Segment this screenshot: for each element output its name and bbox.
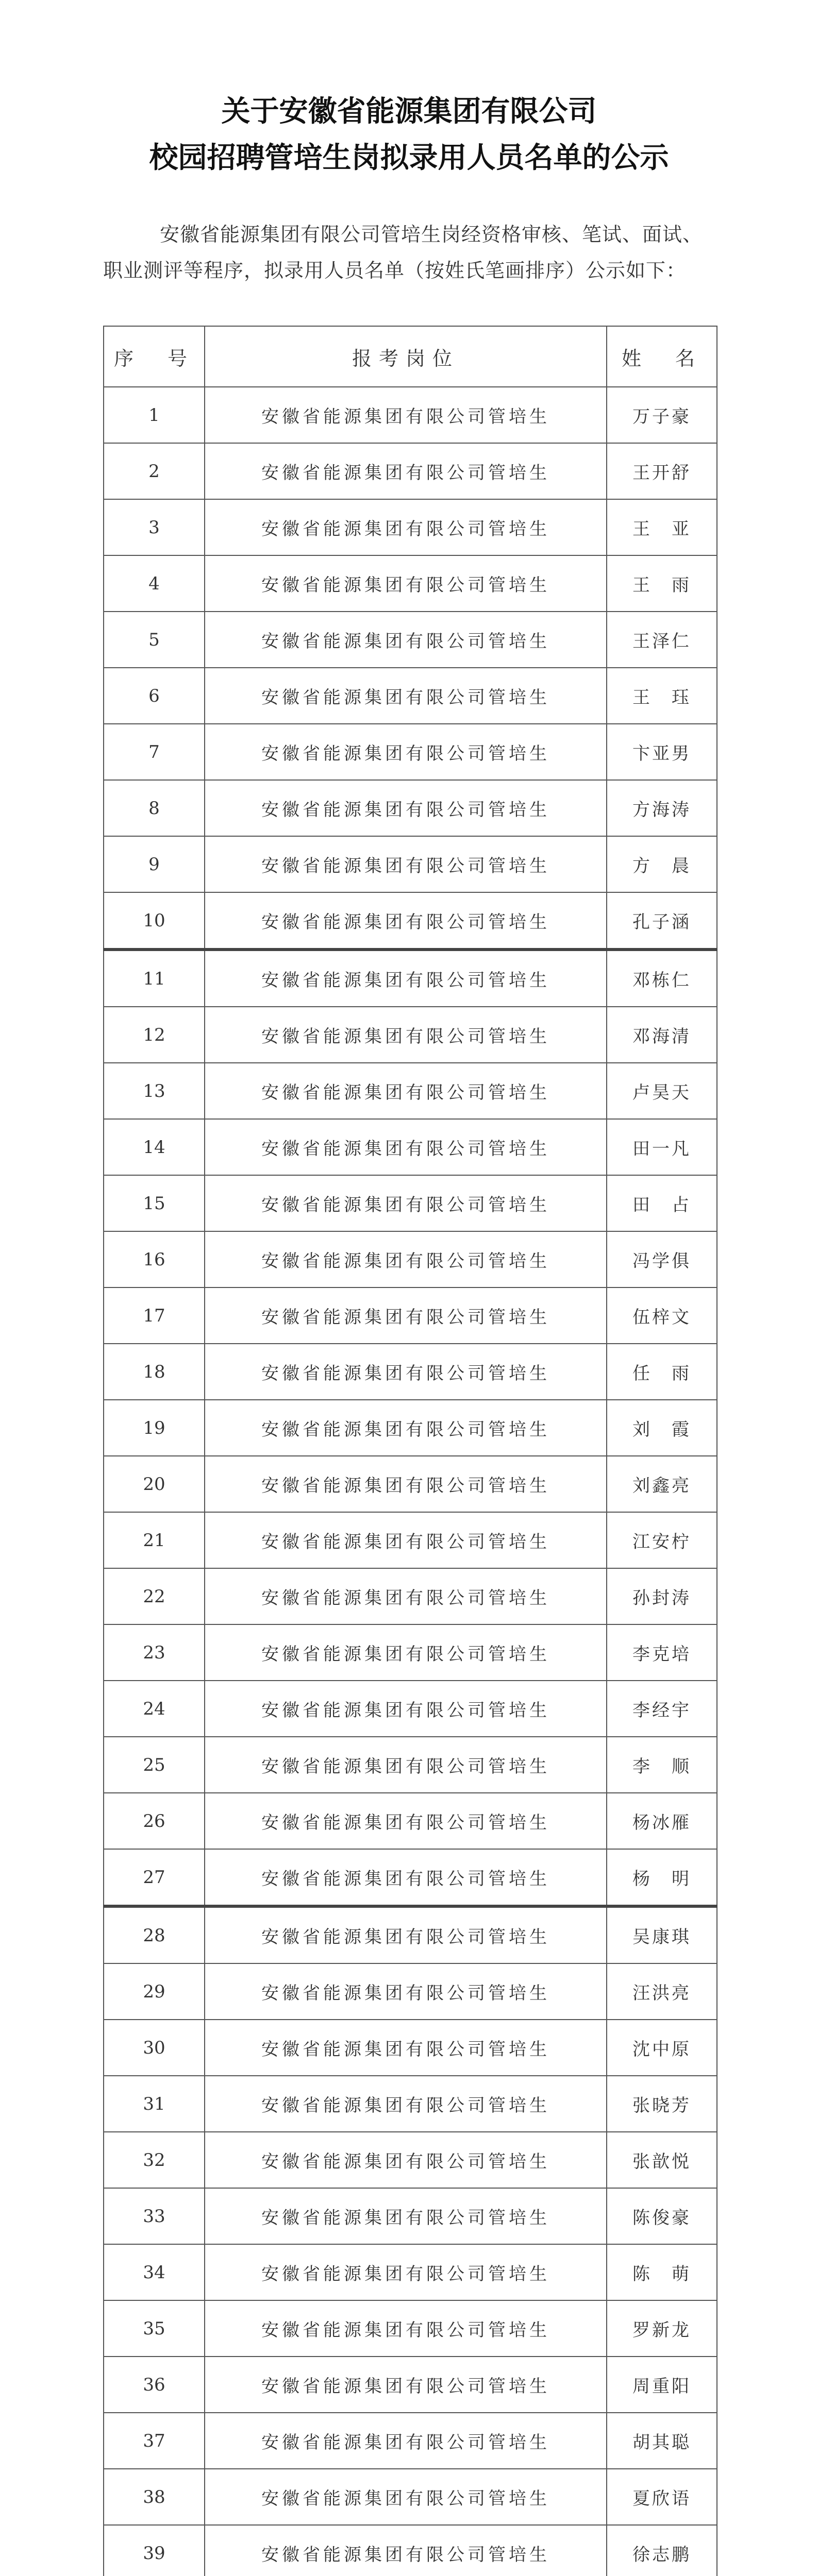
row-name: 徐志鹏 <box>607 2525 717 2576</box>
row-number: 27 <box>104 1849 205 1906</box>
row-number: 24 <box>104 1681 205 1737</box>
table-row <box>104 1287 717 1344</box>
row-number: 34 <box>104 2244 205 2300</box>
table-row <box>104 443 717 499</box>
table-row <box>104 387 717 443</box>
row-number: 20 <box>104 1456 205 1512</box>
table-row <box>104 612 717 668</box>
document-title-line-2: 校园招聘管培生岗拟录用人员名单的公示 <box>149 141 669 175</box>
row-number: 30 <box>104 2020 205 2076</box>
row-post: 安徽省能源集团有限公司管培生 <box>205 1624 607 1681</box>
row-number: 3 <box>104 499 205 555</box>
row-name: 万子豪 <box>607 387 717 443</box>
row-name: 王 雨 <box>607 555 717 612</box>
row-post: 安徽省能源集团有限公司管培生 <box>205 724 607 780</box>
row-post: 安徽省能源集团有限公司管培生 <box>205 499 607 555</box>
row-post: 安徽省能源集团有限公司管培生 <box>205 1287 607 1344</box>
row-number: 39 <box>104 2525 205 2576</box>
table-row <box>104 1512 717 1568</box>
table-row <box>104 2020 717 2076</box>
row-post: 安徽省能源集团有限公司管培生 <box>205 2525 607 2576</box>
table-row <box>104 2300 717 2357</box>
row-name: 冯学俱 <box>607 1231 717 1287</box>
table-row <box>104 2244 717 2300</box>
table-row <box>104 2076 717 2132</box>
table-row <box>104 780 717 836</box>
row-post: 安徽省能源集团有限公司管培生 <box>205 2020 607 2076</box>
row-post: 安徽省能源集团有限公司管培生 <box>205 612 607 668</box>
row-name: 罗新龙 <box>607 2300 717 2357</box>
row-name: 汪洪亮 <box>607 1963 717 2020</box>
row-name: 刘 霞 <box>607 1400 717 1456</box>
table-row <box>104 668 717 724</box>
row-number: 21 <box>104 1512 205 1568</box>
row-name: 卢昊天 <box>607 1063 717 1119</box>
row-post: 安徽省能源集团有限公司管培生 <box>205 2244 607 2300</box>
row-name: 王 珏 <box>607 668 717 724</box>
row-number: 16 <box>104 1231 205 1287</box>
row-post: 安徽省能源集团有限公司管培生 <box>205 1007 607 1063</box>
table-row <box>104 1119 717 1175</box>
table-row <box>104 2132 717 2188</box>
row-number: 35 <box>104 2300 205 2357</box>
header-name: 姓 名 <box>607 326 717 387</box>
row-name: 邓海清 <box>607 1007 717 1063</box>
row-post: 安徽省能源集团有限公司管培生 <box>205 1063 607 1119</box>
row-name: 李 顺 <box>607 1737 717 1793</box>
header-post: 报考岗位 <box>205 326 607 387</box>
row-number: 11 <box>104 950 205 1007</box>
row-post: 安徽省能源集团有限公司管培生 <box>205 2357 607 2413</box>
row-post: 安徽省能源集团有限公司管培生 <box>205 2300 607 2357</box>
row-number: 31 <box>104 2076 205 2132</box>
row-name: 田 占 <box>607 1175 717 1231</box>
row-name: 王泽仁 <box>607 612 717 668</box>
row-number: 38 <box>104 2469 205 2525</box>
table-row <box>104 1849 717 1906</box>
row-post: 安徽省能源集团有限公司管培生 <box>205 443 607 499</box>
row-post: 安徽省能源集团有限公司管培生 <box>205 668 607 724</box>
row-name: 孔子涵 <box>607 892 717 950</box>
table-row <box>104 499 717 555</box>
row-number: 8 <box>104 780 205 836</box>
row-number: 22 <box>104 1568 205 1624</box>
row-number: 29 <box>104 1963 205 2020</box>
row-name: 方海涛 <box>607 780 717 836</box>
table-row <box>104 724 717 780</box>
table-row <box>104 555 717 612</box>
row-name: 张晓芳 <box>607 2076 717 2132</box>
row-post: 安徽省能源集团有限公司管培生 <box>205 1681 607 1737</box>
table-row <box>104 950 717 1007</box>
row-post: 安徽省能源集团有限公司管培生 <box>205 2076 607 2132</box>
row-number: 4 <box>104 555 205 612</box>
row-number: 18 <box>104 1344 205 1400</box>
row-name: 吴康琪 <box>607 1906 717 1963</box>
row-name: 李经宇 <box>607 1681 717 1737</box>
row-number: 19 <box>104 1400 205 1456</box>
table-row <box>104 2525 717 2576</box>
row-name: 陈俊豪 <box>607 2188 717 2244</box>
table-row <box>104 1175 717 1231</box>
table-row <box>104 1568 717 1624</box>
table-row <box>104 2357 717 2413</box>
row-number: 15 <box>104 1175 205 1231</box>
row-post: 安徽省能源集团有限公司管培生 <box>205 555 607 612</box>
row-number: 5 <box>104 612 205 668</box>
row-number: 14 <box>104 1119 205 1175</box>
header-number: 序 号 <box>104 326 205 387</box>
row-post: 安徽省能源集团有限公司管培生 <box>205 1737 607 1793</box>
row-post: 安徽省能源集团有限公司管培生 <box>205 892 607 950</box>
row-post: 安徽省能源集团有限公司管培生 <box>205 1344 607 1400</box>
row-name: 夏欣语 <box>607 2469 717 2525</box>
row-post: 安徽省能源集团有限公司管培生 <box>205 1793 607 1849</box>
row-number: 28 <box>104 1906 205 1963</box>
row-name: 李克培 <box>607 1624 717 1681</box>
row-post: 安徽省能源集团有限公司管培生 <box>205 1175 607 1231</box>
row-name: 卞亚男 <box>607 724 717 780</box>
row-name: 田一凡 <box>607 1119 717 1175</box>
table-row <box>104 1400 717 1456</box>
row-number: 36 <box>104 2357 205 2413</box>
row-number: 26 <box>104 1793 205 1849</box>
table-row <box>104 1063 717 1119</box>
row-post: 安徽省能源集团有限公司管培生 <box>205 1400 607 1456</box>
table-row <box>104 892 717 950</box>
row-post: 安徽省能源集团有限公司管培生 <box>205 1512 607 1568</box>
row-post: 安徽省能源集团有限公司管培生 <box>205 1119 607 1175</box>
row-number: 1 <box>104 387 205 443</box>
document-title-line-1: 关于安徽省能源集团有限公司 <box>221 94 597 128</box>
row-name: 周重阳 <box>607 2357 717 2413</box>
row-number: 13 <box>104 1063 205 1119</box>
row-name: 王 亚 <box>607 499 717 555</box>
row-number: 37 <box>104 2413 205 2469</box>
row-number: 12 <box>104 1007 205 1063</box>
row-post: 安徽省能源集团有限公司管培生 <box>205 387 607 443</box>
row-name: 王开舒 <box>607 443 717 499</box>
row-name: 任 雨 <box>607 1344 717 1400</box>
row-post: 安徽省能源集团有限公司管培生 <box>205 950 607 1007</box>
row-post: 安徽省能源集团有限公司管培生 <box>205 1963 607 2020</box>
table-row <box>104 1793 717 1849</box>
table-row <box>104 1963 717 2020</box>
row-name: 孙封涛 <box>607 1568 717 1624</box>
row-number: 32 <box>104 2132 205 2188</box>
row-post: 安徽省能源集团有限公司管培生 <box>205 1906 607 1963</box>
row-post: 安徽省能源集团有限公司管培生 <box>205 780 607 836</box>
row-number: 33 <box>104 2188 205 2244</box>
row-name: 杨 明 <box>607 1849 717 1906</box>
table-row <box>104 2188 717 2244</box>
row-name: 杨冰雁 <box>607 1793 717 1849</box>
table-row <box>104 836 717 892</box>
row-post: 安徽省能源集团有限公司管培生 <box>205 1456 607 1512</box>
row-name: 刘鑫亮 <box>607 1456 717 1512</box>
row-post: 安徽省能源集团有限公司管培生 <box>205 836 607 892</box>
table-row <box>104 1737 717 1793</box>
row-name: 邓栋仁 <box>607 950 717 1007</box>
table-row <box>104 1681 717 1737</box>
row-name: 伍梓文 <box>607 1287 717 1344</box>
row-number: 9 <box>104 836 205 892</box>
row-post: 安徽省能源集团有限公司管培生 <box>205 1849 607 1906</box>
row-number: 2 <box>104 443 205 499</box>
row-post: 安徽省能源集团有限公司管培生 <box>205 2469 607 2525</box>
table-row <box>104 1007 717 1063</box>
table-row <box>104 1456 717 1512</box>
row-name: 方 晨 <box>607 836 717 892</box>
row-name: 沈中原 <box>607 2020 717 2076</box>
row-number: 6 <box>104 668 205 724</box>
row-name: 胡其聪 <box>607 2413 717 2469</box>
table-row <box>104 2469 717 2525</box>
table-row <box>104 1906 717 1963</box>
candidate-table <box>103 326 717 2576</box>
table-row <box>104 2413 717 2469</box>
row-post: 安徽省能源集团有限公司管培生 <box>205 1568 607 1624</box>
row-number: 25 <box>104 1737 205 1793</box>
row-name: 陈 萌 <box>607 2244 717 2300</box>
row-post: 安徽省能源集团有限公司管培生 <box>205 2188 607 2244</box>
row-post: 安徽省能源集团有限公司管培生 <box>205 2132 607 2188</box>
row-post: 安徽省能源集团有限公司管培生 <box>205 2413 607 2469</box>
row-name: 江安柠 <box>607 1512 717 1568</box>
row-number: 10 <box>104 892 205 950</box>
row-number: 7 <box>104 724 205 780</box>
table-row <box>104 1344 717 1400</box>
table-body <box>104 387 717 2576</box>
row-number: 23 <box>104 1624 205 1681</box>
row-number: 17 <box>104 1287 205 1344</box>
row-name: 张歆悦 <box>607 2132 717 2188</box>
intro-paragraph: 安徽省能源集团有限公司管培生岗经资格审核、笔试、面试、职业测评等程序，拟录用人员名单（按姓氏笔画排序）公示如下： <box>103 223 703 282</box>
table-header-row <box>104 326 717 387</box>
table-row <box>104 1624 717 1681</box>
table-row <box>104 1231 717 1287</box>
row-post: 安徽省能源集团有限公司管培生 <box>205 1231 607 1287</box>
